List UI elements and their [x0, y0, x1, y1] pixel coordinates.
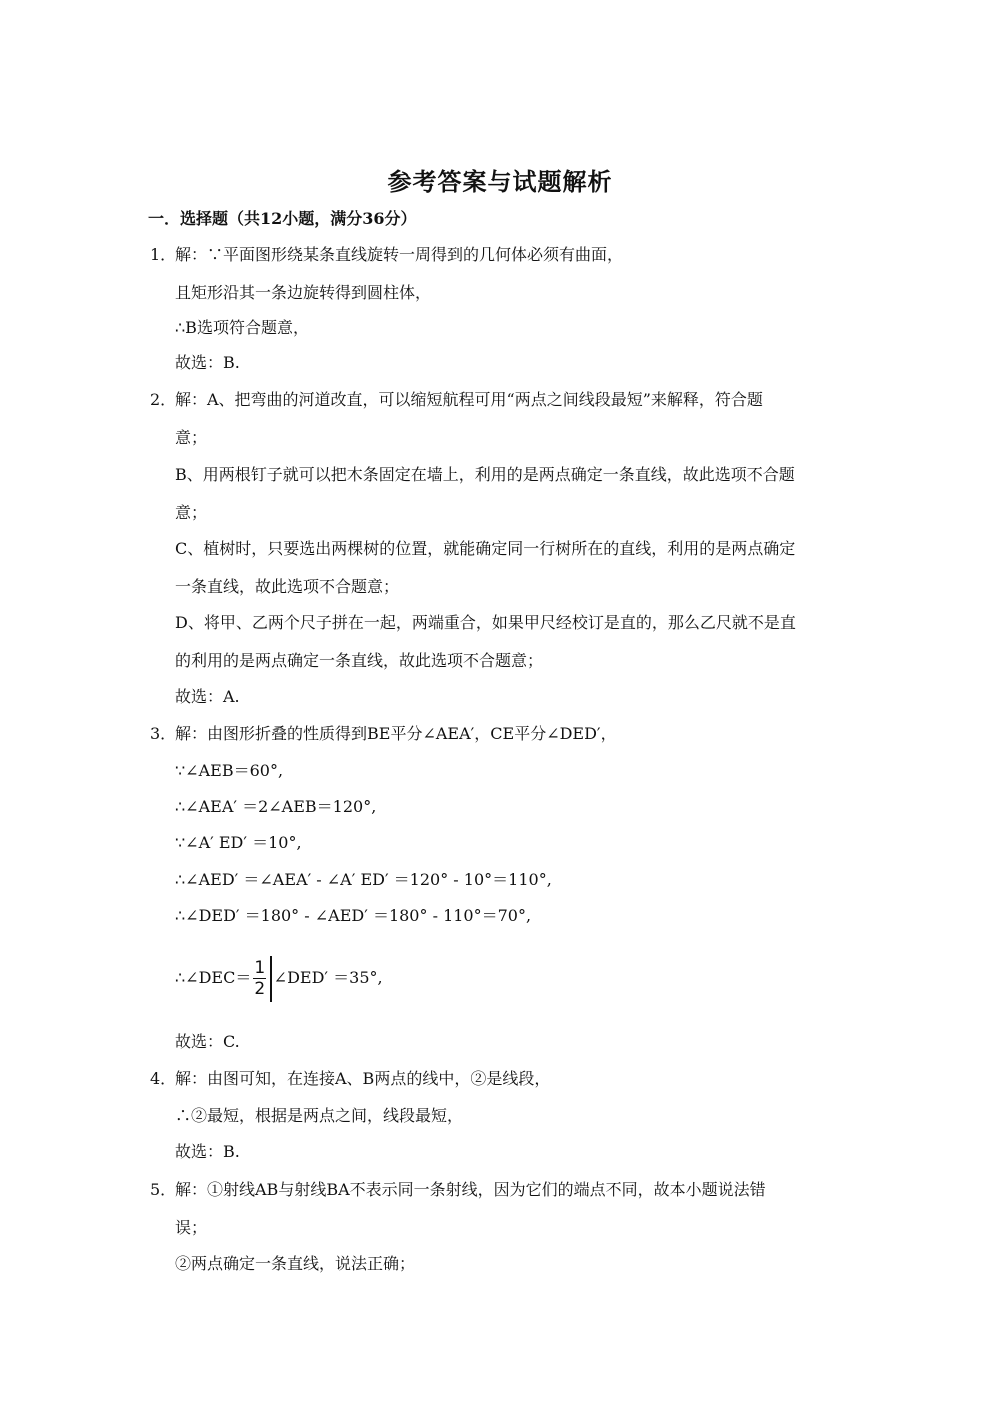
q1-line-2: 且矩形沿其一条边旋转得到圆柱体， [175, 283, 432, 302]
q3-line-3: ∴∠AEA′ ＝2∠AEB＝120°, [175, 797, 377, 816]
q3-line-1: 解：由图形折叠的性质得到BE平分∠AEA′，CE平分∠DED′， [175, 724, 617, 743]
q3-fraction-prefix: ∴∠DEC＝ [175, 968, 252, 987]
q2-line-2: 意； [175, 428, 208, 447]
q1-line-1: 解：∵平面图形绕某条直线旋转一周得到的几何体必须有曲面， [175, 245, 624, 264]
section-heading: 一．选择题（共12小题，满分36分） [148, 209, 417, 228]
q1-line-3: ∴B选项符合题意， [175, 318, 309, 337]
q4-number: 4． [150, 1069, 177, 1088]
q2-line-3: B、用两根钉子就可以把木条固定在墙上，利用的是两点确定一条直线，故此选项不合题 [175, 465, 795, 484]
q2-line-1: 解：A、把弯曲的河道改直，可以缩短航程可用“两点之间线段最短”来解释，符合题 [175, 390, 763, 409]
q3-fraction-line [175, 953, 383, 1003]
q2-line-8: 的利用的是两点确定一条直线，故此选项不合题意； [175, 651, 544, 670]
q2-line-7: D、将甲、乙两个尺子拼在一起，两端重合，如果甲尺经校订是直的，那么乙尺就不是直 [175, 613, 796, 632]
q4-line-3: 故选：B. [175, 1142, 240, 1161]
q1-line-4: 故选：B. [175, 353, 240, 372]
q2-line-9: 故选：A. [175, 687, 240, 706]
q5-line-3: ②两点确定一条直线，说法正确； [175, 1254, 416, 1273]
q2-number: 2． [150, 390, 177, 409]
q3-line-2: ∵∠AEB＝60°, [175, 761, 284, 780]
q3-number: 3． [150, 724, 177, 743]
q2-line-5: C、植树时，只要选出两棵树的位置，就能确定同一行树所在的直线，利用的是两点确定 [175, 539, 796, 558]
page-title: 参考答案与试题解析 [387, 167, 613, 196]
q5-line-1: 解：①射线AB与射线BA不表示同一条射线，因为它们的端点不同，故本小题说法错 [175, 1180, 766, 1199]
q3-answer: 故选：C. [175, 1032, 240, 1051]
q2-line-6: 一条直线，故此选项不合题意； [175, 577, 400, 596]
q4-line-2: ∴②最短，根据是两点之间，线段最短， [175, 1106, 464, 1125]
fraction-denominator: 2 [254, 979, 266, 999]
fraction-one-half [253, 958, 266, 999]
q5-number: 5． [150, 1180, 177, 1199]
q3-line-4: ∵∠A′ ED′ ＝10°, [175, 833, 302, 852]
q3-line-6: ∴∠DED′ ＝180° - ∠AED′ ＝180° - 110°＝70°, [175, 906, 532, 925]
fraction-numerator: 1 [254, 958, 266, 978]
q2-line-4: 意； [175, 503, 208, 522]
q4-line-1: 解：由图可知，在连接A、B两点的线中，②是线段， [175, 1069, 551, 1088]
q5-line-2: 误； [175, 1218, 208, 1237]
q3-fraction-suffix: ∠DED′ ＝35°, [273, 968, 383, 987]
cursor-bar [270, 956, 272, 1002]
q1-number: 1． [150, 245, 177, 264]
q3-line-5: ∴∠AED′ ＝∠AEA′ - ∠A′ ED′ ＝120° - 10°＝110°, [175, 870, 552, 889]
